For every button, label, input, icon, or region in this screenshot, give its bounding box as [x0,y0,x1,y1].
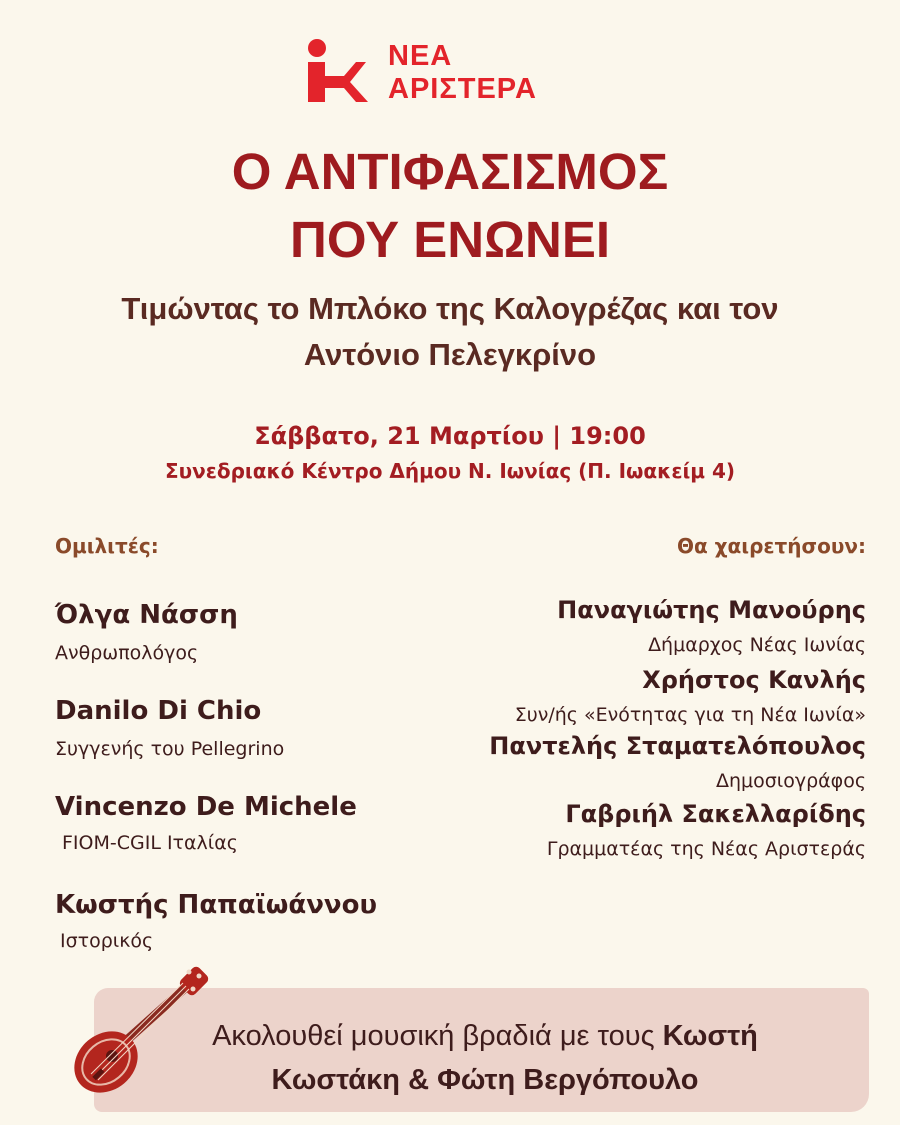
greeter-role: Δημοσιογράφος [716,770,866,792]
subtitle-line-2: Αντόνιο Πελεγκρίνο [303,337,597,372]
greeter-role: Συν/ής «Ενότητας για τη Νέα Ιωνία» [514,704,866,726]
speaker-name: Όλγα Νάσση [55,600,238,630]
greeter-name: Παναγιώτης Μανούρης [557,596,866,624]
speaker-role: Ιστορικός [60,930,154,952]
speaker-name: Vincenzo De Michele [55,792,357,822]
music-announcement [140,1014,830,1102]
event-subtitle [0,286,900,378]
musician-name-2: Κωστάκη & Φώτη Βεργόπουλο [271,1064,699,1096]
greeter-name: Χρήστος Κανλής [642,666,866,694]
speakers-heading: Ομιλιτές: [55,534,159,558]
speaker-role: Ανθρωπολόγος [55,642,199,664]
greeter-name: Παντελής Σταματελόπουλος [489,732,866,760]
title-line-2: ΠΟΥ ΕΝΩΝΕΙ [289,211,611,268]
event-title [0,138,900,274]
speaker-role: FIOM-CGIL Ιταλίας [62,832,238,854]
music-prefix: Ακολουθεί μουσική βραδιά με τους [212,1020,663,1052]
greeter-role: Γραμματέας της Νέας Αριστεράς [546,838,866,860]
party-logo [306,38,576,108]
event-date-time: Σάββατο, 21 Μαρτίου | 19:00 [254,422,646,450]
nea-aristera-logo-icon [306,38,368,104]
title-line-1: Ο ΑΝΤΙΦΑΣΙΣΜΟΣ [231,143,669,200]
logo-line-1: ΝΕΑ [388,40,453,72]
logo-line-2: ΑΡΙΣΤΕΡΑ [388,73,537,105]
speaker-name: Κωστής Παπαϊωάννου [55,890,378,920]
speaker-name: Danilo Di Chio [55,696,262,726]
greeter-role: Δήμαρχος Νέας Ιωνίας [648,634,866,656]
logo-text [388,40,537,106]
greeter-name: Γαβριήλ Σακελλαρίδης [565,800,866,828]
musician-name-1: Κωστή [662,1020,758,1052]
event-venue: Συνεδριακό Κέντρο Δήμου Ν. Ιωνίας (Π. Ιωακείμ 4) [164,459,736,483]
subtitle-line-1: Τιμώντας το Μπλόκο της Καλογρέζας και τον [121,291,779,326]
greeters-heading: Θα χαιρετήσουν: [676,534,866,558]
speaker-role: Συγγενής του Pellegrino [55,738,285,760]
